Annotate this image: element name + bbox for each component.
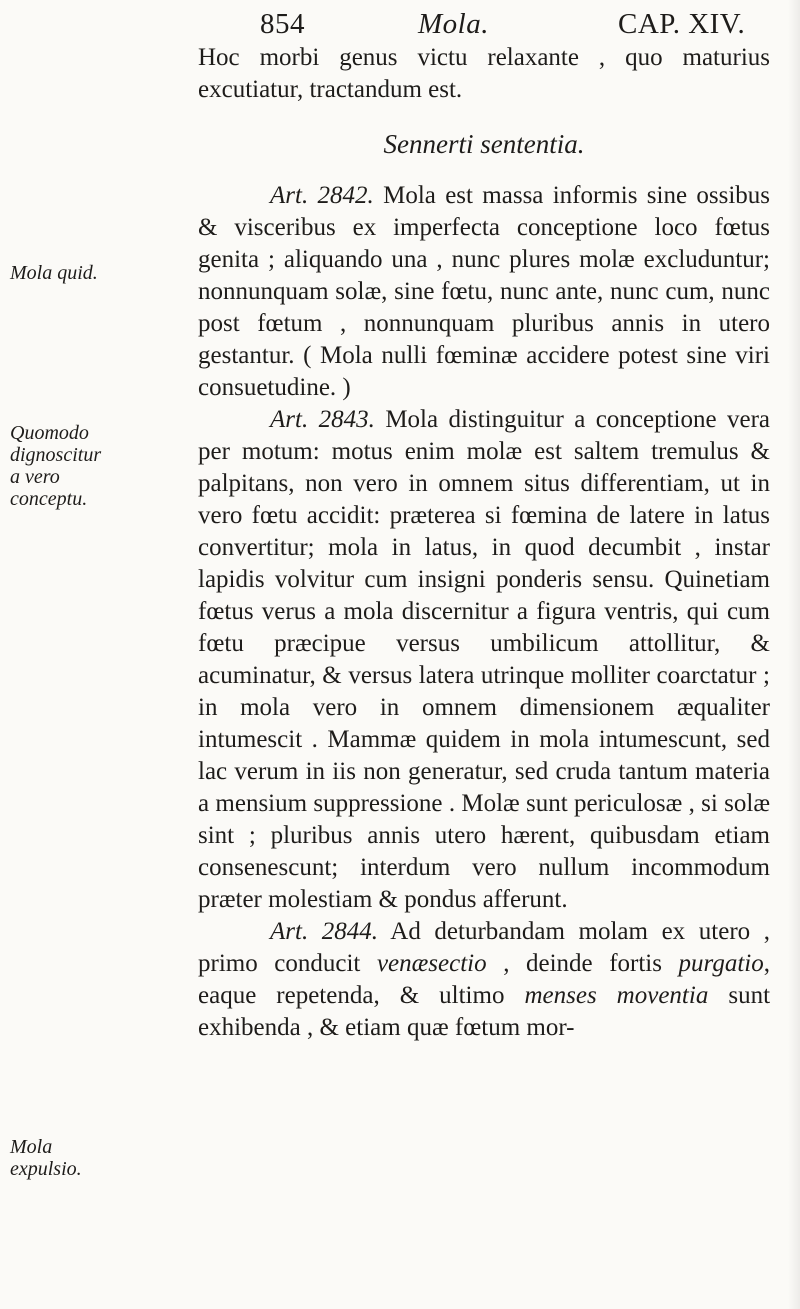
article-text: Mola distinguitur a conceptione vera per motum: motus enim molæ est saltem tremulus & palpitans, non vero in omnem situs differentiam, ut in vero fœtu accidit: præterea si fœmina de latere in latus convertitur; mola in latus, in quod decumbit , instar lapidis volvitur cum insigni ponderis sensu. Quinetiam fœtus verus a mola discernitur a figura ventris, qui cum fœtu præcipue versus umbilicum attollitur, & acuminatur, & versus latera utrinque molliter coarctatur ; in mola vero in omnem dimensionem æqualiter intumescit . Mammæ quidem in mola intumescunt, sed lac verum in iis non generatur, sed cruda tantum materia a mensium suppressione . Molæ sunt periculosæ , si solæ sint ; pluribus annis utero hærent, quibusdam etiam consenescunt; interdum vero nullum incommodum præter molestiam & pondus afferunt. (198, 406, 771, 913)
term-menses-moventia: menses moventia (524, 982, 709, 1009)
margin-note-expulsio: Mola expulsio. (10, 1136, 82, 1180)
article-text: Mola est massa informis sine ossibus & visceribus ex imperfecta conceptione loco fœtus genita ; aliquando una , nunc plures molæ excluduntur; nonnunquam solæ, sine fœtu, nunc ante, nunc cum, nunc post fœtum , nonnunquam pluribus annis in utero gestantur. ( Mola nulli fœminæ accidere potest sine viri consuetudine. ) (198, 182, 770, 401)
intro-paragraph: Hoc morbi genus victu relaxante , quo maturius excutiatur, tractandum est. (198, 44, 770, 103)
article-text: , eaque repetenda, & ultimo (198, 950, 770, 1009)
page-number: 854 (260, 8, 305, 40)
article-2843 (198, 404, 770, 916)
article-text: Ad deturbandam molam ex utero , primo conducit (198, 918, 770, 977)
article-text: sunt exhibenda , & etiam quæ fœtum mor- (198, 982, 771, 1041)
article-number: Art. 2843. (270, 406, 375, 433)
margin-note-mola-quid: Mola quid. (10, 262, 98, 284)
article-number: Art. 2842. (270, 182, 374, 209)
margin-note-dignoscitur: Quomodo dignoscitur a vero conceptu. (10, 422, 102, 510)
section-heading: Sennerti sententia. (383, 129, 585, 159)
term-venaesectio: venæsectio (376, 950, 487, 977)
chapter-label: CAP. XIV. (618, 8, 746, 40)
article-2844 (198, 916, 770, 1044)
page-edge-shadow (788, 0, 800, 1309)
main-text (198, 42, 770, 1044)
running-title: Mola. (418, 8, 489, 40)
article-2842 (198, 180, 770, 404)
term-purgatio: purgatio (678, 950, 764, 977)
article-number: Art. 2844. (270, 918, 379, 945)
article-text: , deinde fortis (503, 950, 662, 977)
